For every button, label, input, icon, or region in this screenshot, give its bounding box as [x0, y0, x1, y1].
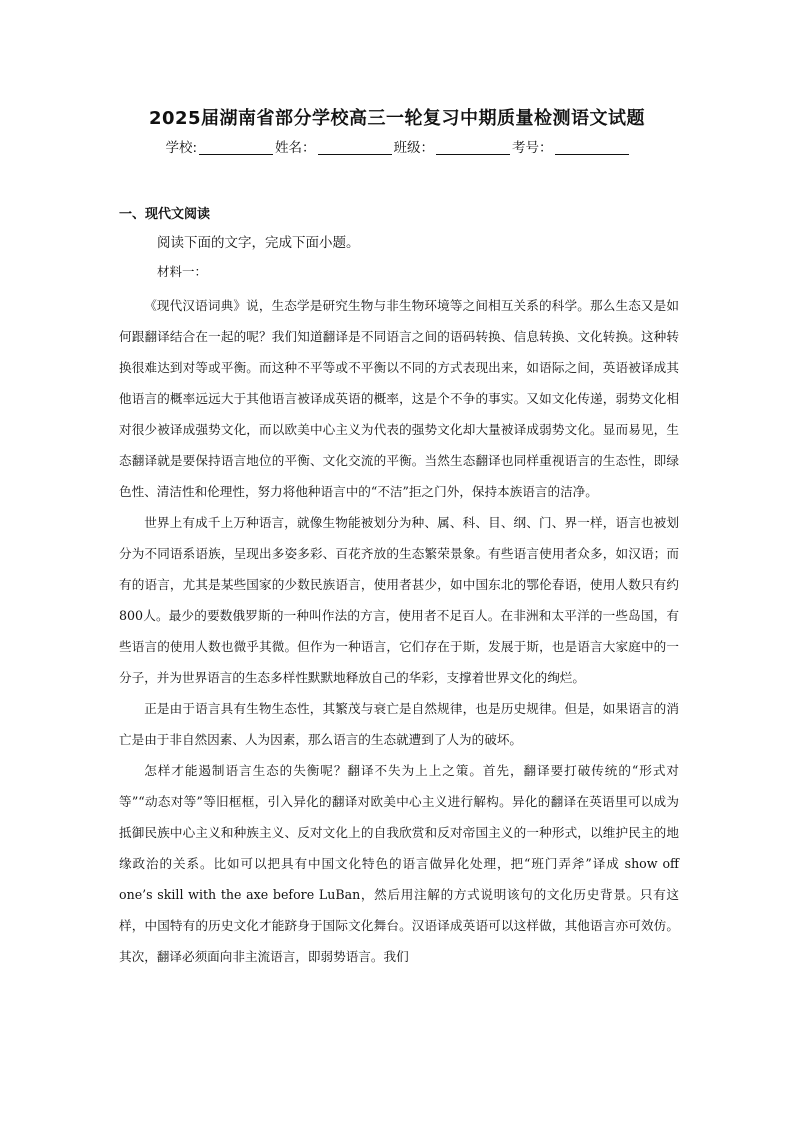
exam-no-blank: [555, 140, 629, 155]
section-heading: 一、现代文阅读: [119, 207, 211, 222]
student-info-line: [0, 136, 794, 156]
reading-instruction: 阅读下面的文字，完成下面小题。: [157, 235, 360, 251]
class-field: [394, 136, 511, 156]
material-label: 材料一：: [157, 264, 208, 279]
exam-title: 2025届湖南省部分学校高三一轮复习中期质量检测语文试题: [148, 108, 646, 129]
paragraph: 怎样才能遏制语言生态的失衡呢？翻译不失为上上之策。首先，翻译要打破传统的“形式对等”“动态对等”等旧框框，引入异化的翻译对欧美中心主义进行解构。异化的翻译在英语里可以成为抵御民族中心主义和种族主义、反对文化上的自我欣赏和反对帝国主义的一种形式，以维护民主的地缘政治的关系。比如可以把具有中国文化特色的语言做异化处理，把“班门弄斧”译成 show off one’s skill with the axe before LuBan，然后用注解的方式说明该句的文化历史背景。只有这样，中国特有的历史文化才能跻身于国际文化舞台。汉语译成英语可以这样做，其他语言亦可效仿。其次，翻译必须面向非主流语言，即弱势语言。我们: [119, 763, 679, 964]
paragraph: 世界上有成千上万种语言，就像生物能被划分为种、属、科、目、纲、门、界一样，语言也被划分为不同语系语族，呈现出多姿多彩、百花齐放的生态繁荣景象。有些语言使用者众多，如汉语；而有的语言，尤其是某些国家的少数民族语言，使用者甚少，如中国东北的鄂伦春语，使用人数只有约800人。最少的要数俄罗斯的一种叫作法的方言，使用者不足百人。在非洲和太平洋的一些岛国，有些语言的使用人数也微乎其微。但作为一种语言，它们存在于斯，发展于斯，也是语言大家庭中的一分子，并为世界语言的生态多样性默默地释放自己的华彩，支撑着世界文化的绚烂。: [119, 515, 679, 685]
exam-no-field: [512, 136, 629, 156]
exam-no-label: 考号：: [512, 140, 553, 156]
passage-body: [119, 290, 679, 972]
class-label: 班级：: [393, 140, 435, 156]
school-field: [165, 136, 273, 156]
name-label: 姓名：: [275, 140, 316, 156]
name-blank: [318, 140, 392, 155]
school-blank: [199, 140, 273, 155]
paragraph: 正是由于语言具有生物生态性，其繁茂与衰亡是自然规律，也是历史规律。但是，如果语言的消亡是由于非自然因素、人为因素，那么语言的生态就遭到了人为的破坏。: [119, 701, 679, 747]
class-blank: [436, 140, 510, 155]
paragraph: 《现代汉语词典》说，生态学是研究生物与非生物环境等之间相互关系的科学。那么生态又是如何跟翻译结合在一起的呢？我们知道翻译是不同语言之间的语码转换、信息转换、文化转换。这种转换很难达到对等或平衡。而这种不平等或不平衡以不同的方式表现出来，如语际之间，英语被译成其他语言的概率远远大于其他语言被译成英语的概率，这是个不争的事实。又如文化传递，弱势文化相对很少被译成强势文化，而以欧美中心主义为代表的强势文化却大量被译成弱势文化。显而易见，生态翻译就是要保持语言地位的平衡、文化交流的平衡。当然生态翻译也同样重视语言的生态性，即绿色性、清洁性和伦理性，努力将他种语言中的“不洁”拒之门外，保持本族语言的洁净。: [119, 298, 679, 499]
school-label: 学校:: [165, 140, 198, 156]
name-field: [275, 136, 392, 156]
